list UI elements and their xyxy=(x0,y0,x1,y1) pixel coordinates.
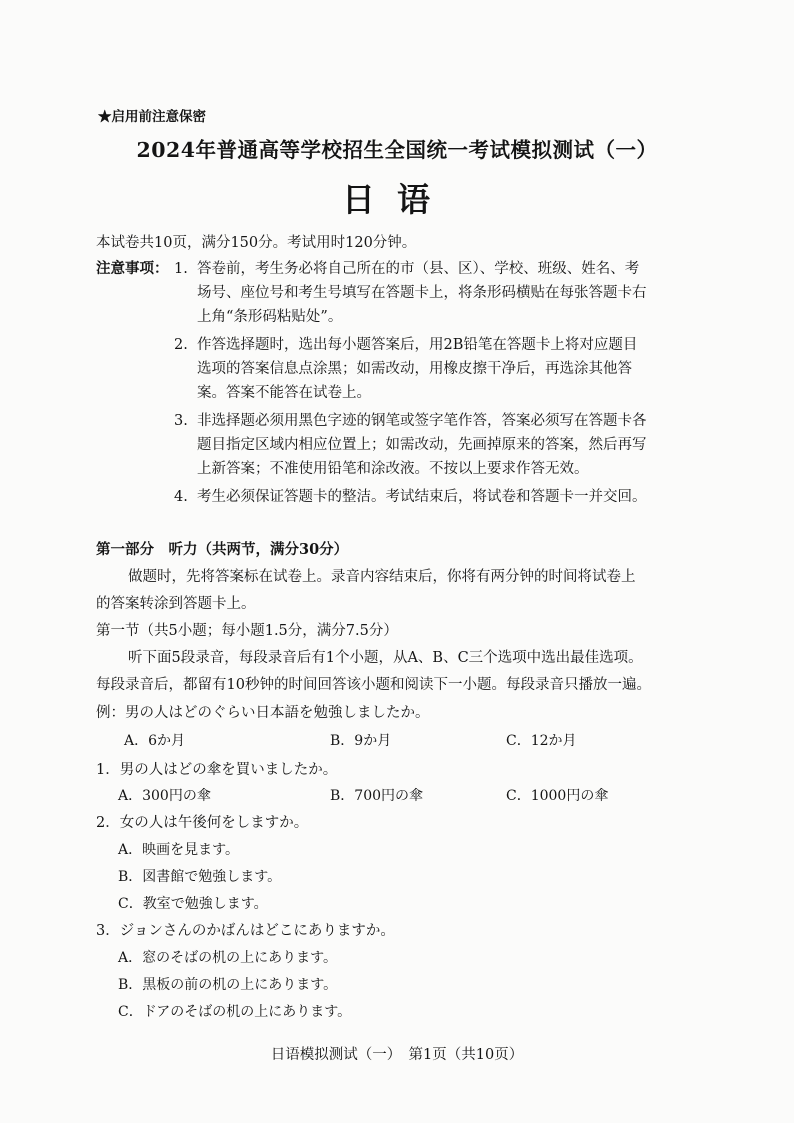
option-a: A．窓のそばの机の上にあります。 xyxy=(118,950,337,966)
note-line: 题目指定区域内相应位置上；如需改动，先画掉原来的答案，然后再写 xyxy=(197,437,647,453)
subject-title: 日语 xyxy=(342,180,452,219)
note-number: 3. xyxy=(174,413,188,429)
option-c: C．教室で勉強します。 xyxy=(118,896,268,912)
notes-label: 注意事项： xyxy=(96,260,169,277)
option-c: C．1000円の傘 xyxy=(506,788,609,804)
option-b: B．図書館で勉強します。 xyxy=(118,869,282,885)
page-footer: 日语模拟测试（一） 第1页（共10页） xyxy=(270,1047,524,1063)
confidential-mark: ★启用前注意保密 xyxy=(98,109,206,125)
section1-heading: 第一节（共5小题；每小题1.5分，满分7.5分） xyxy=(96,623,398,639)
part1-instruction: 做题时，先将答案标在试卷上。录音内容结束后，你将有两分钟的时间将试卷上 xyxy=(128,569,636,585)
note-line: 非选择题必须用黑色字迹的钢笔或签字笔作答，答案必须写在答题卡各 xyxy=(197,413,647,429)
note-number: 1. xyxy=(174,261,188,277)
option-a: A．300円の傘 xyxy=(118,788,211,804)
note-number: 4. xyxy=(174,489,188,505)
note-line: 上角“条形码粘贴处”。 xyxy=(197,309,343,325)
option-b: B．700円の傘 xyxy=(330,788,424,804)
note-line: 考生必须保证答题卡的整洁。考试结束后，将试卷和答题卡一并交回。 xyxy=(197,489,647,505)
example-question: 例：男の人はどのぐらい日本語を勉強しましたか。 xyxy=(96,705,430,721)
part1-instruction: 的答案转涂到答题卡上。 xyxy=(96,596,256,612)
option-a: A．映画を見ます。 xyxy=(118,842,239,858)
option-c: C．12か月 xyxy=(506,733,577,749)
option-a: A．6か月 xyxy=(124,733,186,749)
section1-instruction: 每段录音后，都留有10秒钟的时间回答该小题和阅读下一小题。每段录音只播放一遍。 xyxy=(96,677,651,693)
exam-info: 本试卷共10页，满分150分。考试用时120分钟。 xyxy=(96,235,417,251)
note-line: 答卷前，考生务必将自己所在的市（县、区）、学校、班级、姓名、考 xyxy=(197,261,640,277)
note-line: 案。答案不能答在试卷上。 xyxy=(197,385,371,401)
option-c: C．ドアのそばの机の上にあります。 xyxy=(118,1004,352,1020)
option-b: B．9か月 xyxy=(330,733,392,749)
question-3: 3．ジョンさんのかばんはどこにありますか。 xyxy=(96,923,395,939)
note-line: 上新答案；不准使用铅笔和涂改液。不按以上要求作答无效。 xyxy=(197,461,589,477)
note-line: 作答选择题时，选出每小题答案后，用2B铅笔在答题卡上将对应题目 xyxy=(197,337,638,353)
note-number: 2. xyxy=(174,337,188,353)
question-2: 2．女の人は午後何をしますか。 xyxy=(96,815,309,831)
part1-heading: 第一部分 听力（共两节，满分30分） xyxy=(96,541,349,558)
question-1: 1．男の人はどの傘を買いましたか。 xyxy=(96,762,338,778)
note-line: 场号、座位号和考生号填写在答题卡上，将条形码横贴在每张答题卡右 xyxy=(197,285,647,301)
section1-instruction: 听下面5段录音，每段录音后有1个小题，从A、B、C三个选项中选出最佳选项。 xyxy=(128,650,643,666)
note-line: 选项的答案信息点涂黑；如需改动，用橡皮擦干净后，再选涂其他答 xyxy=(197,361,632,377)
exam-title: 2024年普通高等学校招生全国统一考试模拟测试（一） xyxy=(136,138,658,162)
option-b: B．黒板の前の机の上にあります。 xyxy=(118,977,338,993)
